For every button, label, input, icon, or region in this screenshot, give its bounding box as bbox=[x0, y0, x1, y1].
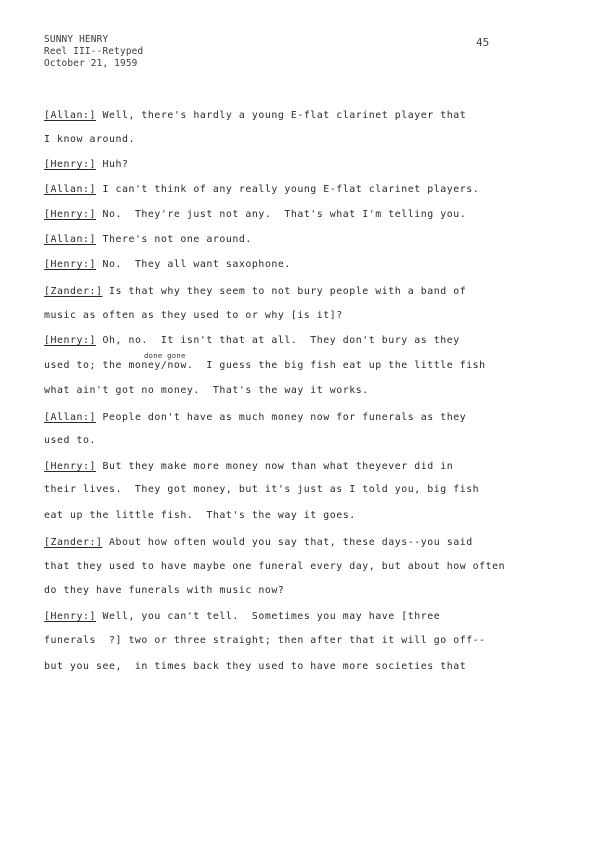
transcript-line bbox=[44, 109, 466, 123]
speaker-label: [Henry:] bbox=[44, 611, 96, 622]
transcript-line bbox=[44, 610, 440, 624]
line-text: that they used to have maybe one funeral every day, but about how often bbox=[44, 561, 506, 572]
line-text: eat up the little fish. That's the way it goes. bbox=[44, 510, 356, 521]
speaker-label: [Henry:] bbox=[44, 259, 96, 270]
transcript-line bbox=[44, 584, 284, 598]
line-text: Huh? bbox=[95, 159, 129, 170]
speaker-label: [Henry:] bbox=[44, 209, 96, 220]
speaker-label: [Zander:] bbox=[44, 286, 103, 297]
speaker-label: [Allan:] bbox=[44, 234, 96, 245]
transcript-line bbox=[44, 411, 466, 425]
speaker-label: [Henry:] bbox=[44, 335, 96, 346]
transcript-line bbox=[44, 334, 460, 348]
line-text: do they have funerals with music now? bbox=[44, 585, 285, 596]
speaker-label: [Allan:] bbox=[44, 110, 96, 121]
transcript-line bbox=[44, 560, 505, 574]
line-text: funerals ?] two or three straight; then after that it will go off-- bbox=[44, 635, 486, 646]
transcript-line bbox=[44, 634, 486, 648]
line-text: used to; the money/now. I guess the big fish eat up the little fish bbox=[44, 360, 486, 371]
transcript-line bbox=[44, 384, 369, 398]
speaker-label: [Henry:] bbox=[44, 159, 96, 170]
speaker-label: [Henry:] bbox=[44, 461, 96, 472]
speaker-label: [Zander:] bbox=[44, 537, 103, 548]
transcript-line bbox=[44, 285, 466, 299]
transcript-line bbox=[44, 359, 486, 373]
transcript-line bbox=[44, 133, 135, 147]
interlinear-insertion: done gone bbox=[144, 351, 186, 360]
line-text: There's not one around. bbox=[95, 234, 252, 245]
line-text: Oh, no. It isn't that at all. They don't bury as they bbox=[95, 335, 460, 346]
line-text: but you see, in times back they used to have more societies that bbox=[44, 661, 467, 672]
transcript-line bbox=[44, 460, 453, 474]
line-text: Is that why they seem to not bury people with a band of bbox=[102, 286, 467, 297]
line-text: But they make more money now than what theyever did in bbox=[95, 461, 454, 472]
transcript-line bbox=[44, 258, 291, 272]
transcript-line bbox=[44, 233, 252, 247]
transcript-header bbox=[44, 34, 143, 70]
line-text: About how often would you say that, these days--you said bbox=[102, 537, 473, 548]
line-text: People don't have as much money now for funerals as they bbox=[95, 412, 467, 423]
line-text: their lives. They got money, but it's just as I told you, big fish bbox=[44, 484, 480, 495]
line-text: I know around. bbox=[44, 134, 135, 145]
line-text: used to. bbox=[44, 435, 96, 446]
transcript-line bbox=[44, 183, 479, 197]
transcript-line bbox=[44, 483, 479, 497]
line-text: No. They're just not any. That's what I'm telling you. bbox=[95, 209, 467, 220]
speaker-label: [Allan:] bbox=[44, 184, 96, 195]
reel-label: Reel III--Retyped bbox=[44, 46, 144, 57]
line-text: what ain't got no money. That's the way it works. bbox=[44, 385, 369, 396]
transcript-line bbox=[44, 158, 128, 172]
transcript-line bbox=[44, 208, 466, 222]
line-text: No. They all want saxophone. bbox=[95, 259, 291, 270]
interview-date: October 21, 1959 bbox=[44, 58, 138, 69]
speaker-label: [Allan:] bbox=[44, 412, 96, 423]
transcript-line bbox=[44, 536, 473, 550]
transcript-line bbox=[44, 509, 356, 523]
line-text: I can't think of any really young E-flat clarinet players. bbox=[95, 184, 480, 195]
transcript-line bbox=[44, 660, 466, 674]
transcript-line bbox=[44, 309, 343, 323]
transcript-line bbox=[44, 434, 96, 448]
line-text: Well, you can't tell. Sometimes you may have [three bbox=[95, 611, 441, 622]
page-number: 45 bbox=[476, 36, 490, 49]
interviewee-name: SUNNY HENRY bbox=[44, 34, 109, 45]
line-text: Well, there's hardly a young E-flat clarinet player that bbox=[95, 110, 467, 121]
line-text: music as often as they used to or why [is it]? bbox=[44, 310, 343, 321]
